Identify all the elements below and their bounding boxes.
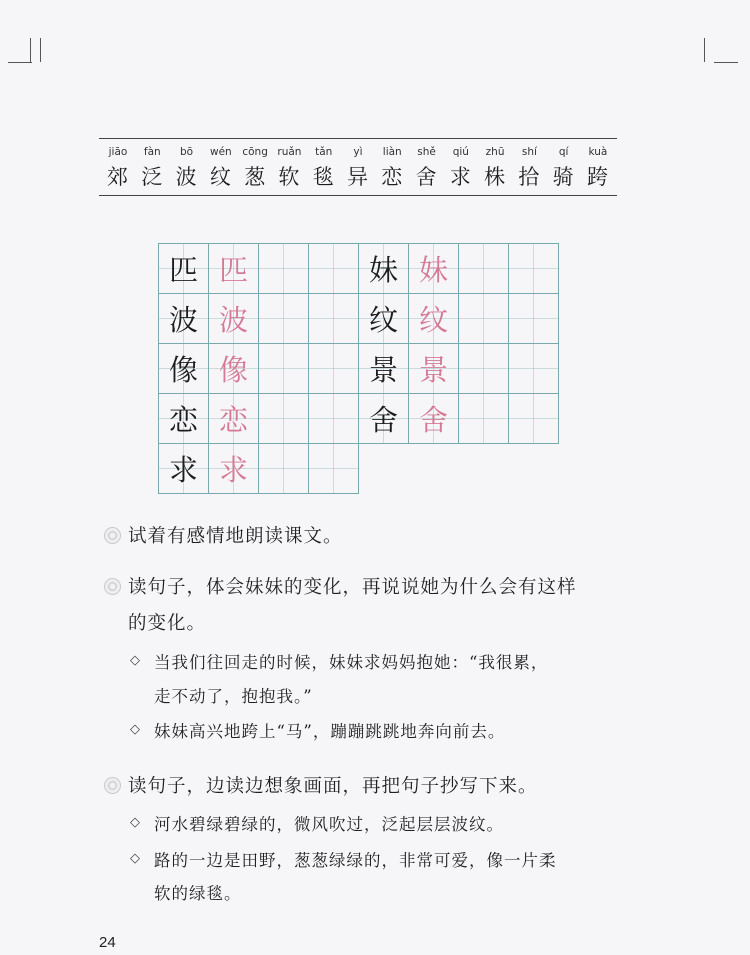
empty-writing-cell xyxy=(509,344,559,394)
empty-writing-cell xyxy=(459,394,509,444)
vocab-hanzi: 舍 xyxy=(415,165,438,189)
vocab-pinyin: tǎn xyxy=(315,146,333,158)
model-character: 恋 xyxy=(159,394,209,444)
vocab-hanzi: 毯 xyxy=(312,165,335,189)
crop-mark xyxy=(40,38,41,62)
vocab-hanzi: 郊 xyxy=(107,165,129,189)
vocab-hanzi: 波 xyxy=(175,165,198,189)
vocab-word xyxy=(170,139,204,195)
trace-character: 妹 xyxy=(409,244,459,294)
exercise-3-sentence-2: 路的一边是田野，葱葱绿绿的，非常可爱，像一片柔 xyxy=(154,851,557,870)
vocab-pinyin: zhū xyxy=(485,146,505,158)
empty-writing-cell xyxy=(259,294,309,344)
vocab-pinyin: qiú xyxy=(452,146,469,158)
trace-character: 纹 xyxy=(409,294,459,344)
vocab-pinyin: qí xyxy=(558,146,569,158)
writing-grid-right xyxy=(358,243,559,444)
vocab-pinyin: liàn xyxy=(382,146,402,158)
crop-mark xyxy=(30,38,31,62)
vocab-word xyxy=(478,139,512,195)
empty-writing-cell xyxy=(459,294,509,344)
vocab-word xyxy=(444,139,478,195)
vocab-hanzi: 跨 xyxy=(586,165,609,189)
model-character: 景 xyxy=(359,344,409,394)
exercise-bullet-icon xyxy=(104,527,121,544)
vocab-pinyin: fàn xyxy=(143,146,161,158)
empty-writing-cell xyxy=(309,344,359,394)
exercise-2-sentence-1: 当我们往回走的时候，妹妹求妈妈抱她：“我很累， xyxy=(154,653,549,672)
model-character: 像 xyxy=(159,344,209,394)
vocab-word xyxy=(135,139,169,195)
vocab-word xyxy=(581,139,615,195)
vocab-hanzi: 异 xyxy=(346,165,369,189)
vocab-word xyxy=(101,139,135,195)
diamond-bullet-icon: ◇ xyxy=(130,851,140,866)
vocab-word xyxy=(272,139,306,195)
vocab-hanzi: 纹 xyxy=(209,165,232,189)
exercise-2-sentence-1-cont: 走不动了，抱抱我。” xyxy=(154,687,313,706)
exercise-2-text: 读句子，体会妹妹的变化，再说说她为什么会有这样 xyxy=(128,577,577,598)
vocabulary-strip xyxy=(99,138,617,196)
model-character: 匹 xyxy=(159,244,209,294)
vocab-word xyxy=(512,139,546,195)
diamond-bullet-icon: ◇ xyxy=(130,722,140,737)
diamond-bullet-icon: ◇ xyxy=(130,653,140,668)
exercise-1-text: 试着有感情地朗读课文。 xyxy=(128,526,343,547)
trace-character: 景 xyxy=(409,344,459,394)
vocab-word xyxy=(410,139,444,195)
model-character: 妹 xyxy=(359,244,409,294)
trace-character: 恋 xyxy=(209,394,259,444)
model-character: 求 xyxy=(159,444,209,494)
vocab-pinyin: kuà xyxy=(588,146,608,158)
vocab-hanzi: 株 xyxy=(484,165,507,189)
vocab-pinyin: cōng xyxy=(242,146,268,158)
exercise-3-text: 读句子，边读边想象画面，再把句子抄写下来。 xyxy=(128,776,538,797)
vocab-word xyxy=(375,139,409,195)
vocab-word xyxy=(307,139,341,195)
writing-grid-left xyxy=(158,243,359,494)
page-number: 24 xyxy=(99,934,116,951)
vocab-pinyin: wén xyxy=(209,146,232,158)
model-character: 波 xyxy=(159,294,209,344)
vocab-word xyxy=(341,139,375,195)
diamond-bullet-icon: ◇ xyxy=(130,815,140,830)
model-character: 纹 xyxy=(359,294,409,344)
vocab-hanzi: 软 xyxy=(278,165,301,189)
empty-writing-cell xyxy=(309,444,359,494)
trace-character: 匹 xyxy=(209,244,259,294)
crop-mark xyxy=(8,62,32,63)
model-character: 舍 xyxy=(359,394,409,444)
vocab-pinyin: yì xyxy=(353,146,363,158)
empty-writing-cell xyxy=(309,244,359,294)
empty-writing-cell xyxy=(259,244,309,294)
empty-writing-cell xyxy=(259,344,309,394)
empty-writing-cell xyxy=(459,244,509,294)
crop-mark xyxy=(704,38,705,62)
exercise-3-sentence-2-cont: 软的绿毯。 xyxy=(154,884,242,903)
trace-character: 波 xyxy=(209,294,259,344)
empty-writing-cell xyxy=(459,344,509,394)
vocab-pinyin: shí xyxy=(521,146,537,158)
vocab-hanzi: 泛 xyxy=(141,165,164,189)
crop-mark xyxy=(714,62,738,63)
exercise-2-text-cont: 的变化。 xyxy=(128,613,207,634)
empty-writing-cell xyxy=(259,394,309,444)
vocab-word xyxy=(238,139,272,195)
vocab-word xyxy=(204,139,238,195)
trace-character: 求 xyxy=(209,444,259,494)
vocab-pinyin: ruǎn xyxy=(277,146,302,158)
empty-writing-cell xyxy=(309,394,359,444)
vocab-hanzi: 拾 xyxy=(518,165,541,189)
vocab-hanzi: 恋 xyxy=(381,165,404,189)
vocab-pinyin: jiāo xyxy=(108,146,128,158)
empty-writing-cell xyxy=(509,294,559,344)
exercise-bullet-icon xyxy=(104,578,121,595)
exercise-3-sentence-1: 河水碧绿碧绿的，微风吹过，泛起层层波纹。 xyxy=(154,815,504,834)
vocab-hanzi: 骑 xyxy=(552,165,575,189)
trace-character: 像 xyxy=(209,344,259,394)
exercise-bullet-icon xyxy=(104,777,121,794)
exercise-2-sentence-2: 妹妹高兴地跨上“马”，蹦蹦跳跳地奔向前去。 xyxy=(154,722,506,741)
empty-writing-cell xyxy=(509,244,559,294)
empty-writing-cell xyxy=(509,394,559,444)
vocab-hanzi: 葱 xyxy=(244,165,267,189)
empty-writing-cell xyxy=(309,294,359,344)
vocab-word xyxy=(547,139,581,195)
trace-character: 舍 xyxy=(409,394,459,444)
empty-writing-cell xyxy=(259,444,309,494)
vocab-pinyin: shě xyxy=(417,146,436,158)
vocab-pinyin: bō xyxy=(180,146,194,158)
vocab-hanzi: 求 xyxy=(449,165,472,189)
